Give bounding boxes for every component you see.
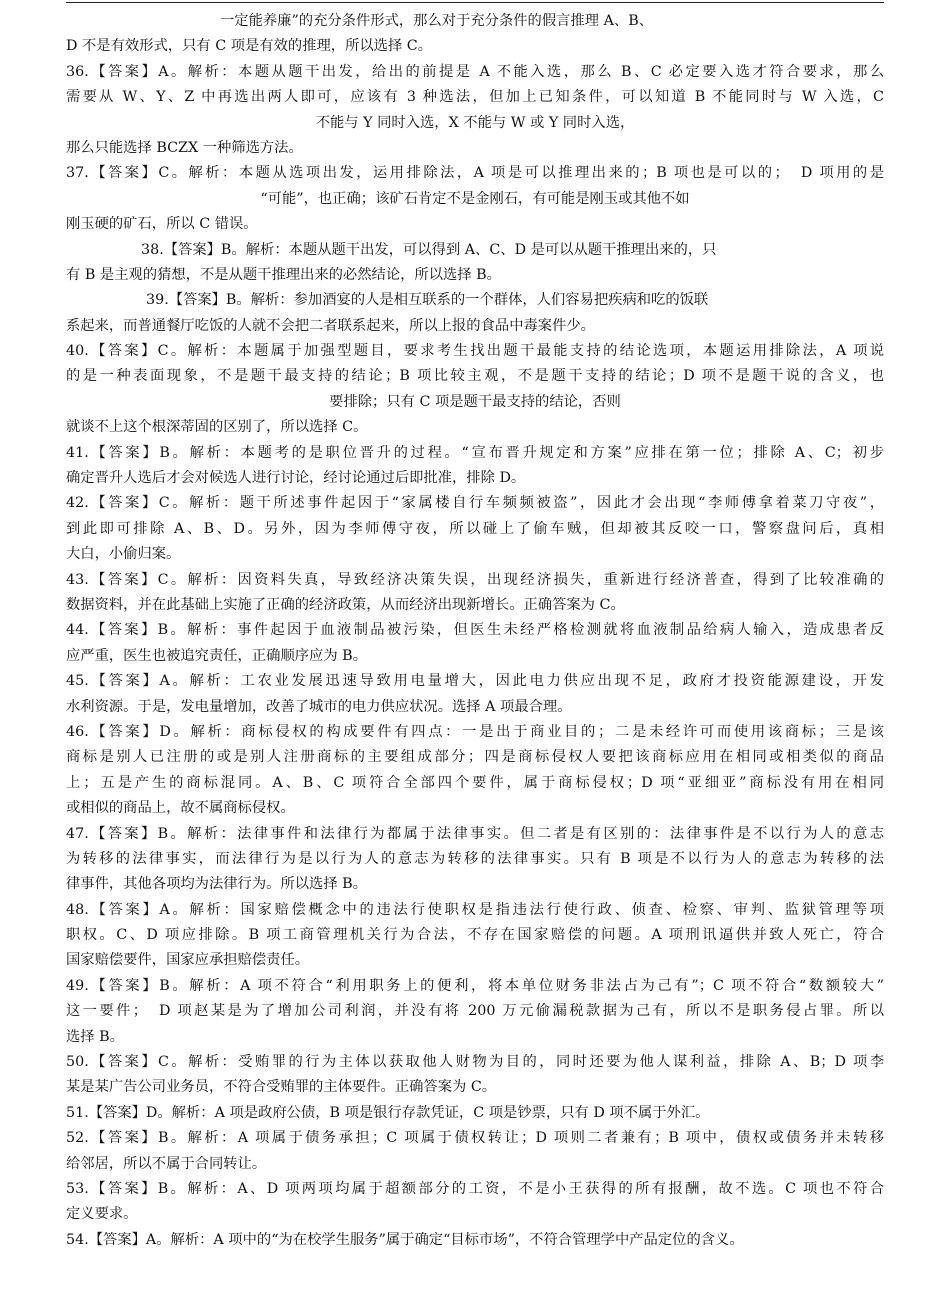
text-line: 的是一种表面现象，不是题干最支持的结论；B 项比较主观，不是题干支持的结论；D 项不是题干说的含义，也: [66, 368, 884, 385]
text-line: 选择 B。: [66, 1028, 124, 1045]
text-line: 这一要件； D 项赵某是为了增加公司利润，并没有将 200 万元偷漏税款据为己有，所以不是职务侵占罪。所以: [66, 1003, 884, 1020]
text-line: 39.【答案】B。解析：参加酒宴的人是相互联系的一个群体，人们容易把疾病和吃的饭联: [146, 292, 709, 309]
text-line: 44.【答案】B。解析：事件起因于血液制品被污染，但医生未经严格检测就将血液制品给病人输入，造成患者反: [66, 622, 884, 639]
text-line: 商标是别人已注册的或是别人注册商标的主要组成部分；四是商标侵权人要把该商标应用在相同或相类似的商品: [66, 749, 884, 766]
text-line: 那么只能选择 BCZX 一种筛选方法。: [66, 139, 303, 156]
text-line: 定义要求。: [66, 1206, 138, 1223]
answer-explanations: [66, 9, 884, 1253]
text-line: “可能”，也正确；该矿石肯定不是金刚石，有可能是刚玉或其他不如: [260, 190, 690, 207]
text-line: 43.【答案】C。解析：因资料失真，导致经济决策失误，出现经济损失，重新进行经济普查，得到了比较准确的: [66, 571, 884, 588]
text-line: 某是某广告公司业务员，不符合受贿罪的主体要件。正确答案为 C。: [66, 1079, 497, 1096]
text-line: 一定能养廉”的充分条件形式，那么对于充分条件的假言推理 A、B、: [220, 13, 653, 29]
text-line: 47.【答案】B。解析：法律事件和法律行为都属于法律事实。但二者是有区别的：法律事件是不以行为人的意志: [66, 825, 884, 842]
text-line: 国家赔偿要件，国家应承担赔偿责任。: [66, 952, 310, 969]
text-line: 有 B 是主观的猜想，不是从题干推理出来的必然结论，所以选择 B。: [66, 266, 501, 283]
text-line: 职权。C、D 项应排除。B 项工商管理机关行为合法，不存在国家赔偿的问题。A 项刑讯逼供并致人死亡，符合: [66, 927, 884, 944]
text-line: 确定晋升人选后才会对候选人进行讨论，经讨论通过后即批准，排除 D。: [66, 470, 526, 487]
text-line: 41.【答案】B。解析：本题考的是职位晋升的过程。“宣布晋升规定和方案”应排在第一位；排除 A、C；初步: [66, 444, 884, 461]
text-line: 或相似的商品上，故不属商标侵权。: [66, 800, 295, 817]
text-line: 54.【答案】A。解析：A 项中的“为在校学生服务”属于确定“目标市场”，不符合管理学中产品定位的含义。: [66, 1231, 744, 1248]
text-line: 37.【答案】C。解析：本题从选项出发，运用排除法，A 项是可以推理出来的；B 项也是可以的； D 项用的是: [66, 165, 884, 182]
text-line: 大白，小偷归案。: [66, 546, 181, 563]
text-line: 给邻居，所以不属于合同转让。: [66, 1155, 267, 1172]
text-line: 42.【答案】C。解析：题干所述事件起因于“家属楼自行车频频被盗”，因此才会出现“李师傅拿着菜刀守夜”，: [66, 495, 884, 512]
text-line: 48.【答案】A。解析：国家赔偿概念中的违法行使职权是指违法行使行政、侦查、检察、审判、监狱管理等项: [66, 901, 884, 918]
text-line: 52.【答案】B。解析：A 项属于债务承担；C 项属于债权转让；D 项则二者兼有；B 项中，债权或债务并未转移: [66, 1130, 884, 1147]
text-line: 律事件，其他各项均为法律行为。所以选择 B。: [66, 876, 367, 893]
text-line: 38.【答案】B。解析：本题从题干出发，可以得到 A、C、D 是可以从题干推理出来的，只: [141, 241, 717, 258]
header-rule: [66, 2, 884, 3]
text-line: 到此即可排除 A、B、D。另外，因为李师傅守夜，所以碰上了偷车贼，但却被其反咬一口，警察盘问后，真相: [66, 520, 884, 537]
text-line: 要排除；只有 C 项是题干最支持的结论，否则: [329, 393, 621, 410]
text-line: 49.【答案】B。解析：A 项不符合“利用职务上的便利，将本单位财务非法占为己有”；C 项不符合“数额较大”: [66, 977, 884, 994]
text-line: D 不是有效形式，只有 C 项是有效的推理，所以选择 C。: [66, 38, 433, 55]
text-line: 需要从 W、Y、Z 中再选出两人即可，应该有 3 种选法，但加上已知条件，可以知道 B 不能同时与 W 入选，C: [66, 89, 884, 106]
text-line: 46.【答案】D。解析：商标侵权的构成要件有四点：一是出于商业目的；二是未经许可而使用该商标；三是该: [66, 723, 884, 740]
text-line: 上；五是产生的商标混同。A、B、C 项符合全部四个要件，属于商标侵权；D 项“亚细亚”商标没有用在相同: [66, 774, 884, 791]
text-line: 为转移的法律事实，而法律行为是以行为人的意志为转移的法律事实。只有 B 项是不以行为人的意志为转移的法: [66, 850, 884, 867]
text-line: 数据资料，并在此基础上实施了正确的经济政策，从而经济出现新增长。正确答案为 C。: [66, 596, 625, 613]
text-line: 51.【答案】D。解析：A 项是政府公债，B 项是银行存款凭证，C 项是钞票，只有 D 项不属于外汇。: [66, 1104, 710, 1121]
text-line: 不能与 Y 同时入选，X 不能与 W 或 Y 同时入选，: [315, 114, 635, 131]
text-line: 刚玉硬的矿石，所以 C 错误。: [66, 216, 258, 233]
text-line: 36.【答案】A。解析：本题从题干出发，给出的前提是 A 不能入选，那么 B、C 必定要入选才符合要求，那么: [66, 63, 884, 80]
text-line: 50.【答案】C。解析：受贿罪的行为主体以获取他人财物为目的，同时还要为他人谋利益，排除 A、B；D 项李: [66, 1054, 884, 1071]
text-line: 45.【答案】A。解析：工农业发展迅速导致用电量增大，因此电力供应出现不足，政府才投资能源建设，开发: [66, 673, 884, 690]
text-line: 系起来，而普通餐厅吃饭的人就不会把二者联系起来，所以上报的食品中毒案件少。: [66, 317, 595, 334]
text-line: 40.【答案】C。解析：本题属于加强型题目，要求考生找出题干最能支持的结论选项，本题运用排除法，A 项说: [66, 343, 884, 360]
text-line: 53.【答案】B。解析：A、D 项两项均属于超额部分的工资，不是小王获得的所有报酬，故不选。C 项也不符合: [66, 1180, 884, 1197]
text-line: 应严重，医生也被追究责任，正确顺序应为 B。: [66, 647, 367, 664]
text-line: 就谈不上这个根深蒂固的区别了，所以选择 C。: [66, 419, 368, 436]
text-line: 水利资源。于是，发电量增加，改善了城市的电力供应状况。选择 A 项最合理。: [66, 698, 572, 715]
